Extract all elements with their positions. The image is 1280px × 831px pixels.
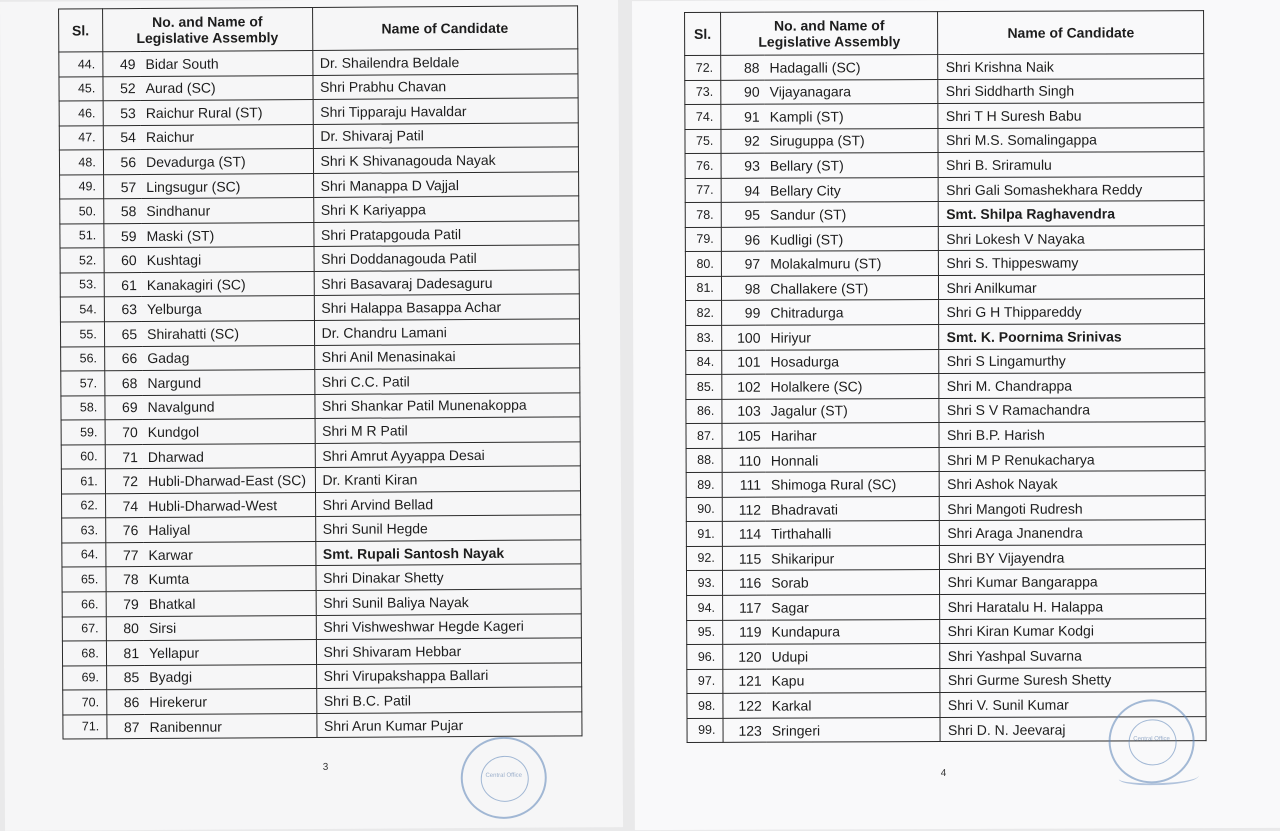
signature-stroke bbox=[1119, 769, 1199, 785]
row-assembly-name: Sandur (ST) bbox=[765, 202, 939, 227]
table-row bbox=[685, 225, 1204, 251]
table-row bbox=[686, 471, 1205, 497]
row-assembly-number: 56 bbox=[103, 150, 141, 175]
table-row bbox=[63, 687, 582, 715]
row-candidate-name: Shri Anilkumar bbox=[939, 275, 1205, 300]
table-row bbox=[60, 270, 579, 298]
candidate-table bbox=[58, 5, 582, 739]
row-sl: 88. bbox=[686, 448, 722, 473]
row-assembly-name: Sringeri bbox=[767, 717, 941, 742]
row-assembly-name: Devadurga (ST) bbox=[141, 149, 313, 175]
row-sl: 48. bbox=[59, 150, 103, 175]
row-candidate-name: Shri K Kariyappa bbox=[313, 196, 579, 222]
row-assembly-name: Shikaripur bbox=[766, 545, 940, 570]
row-assembly-name: Karwar bbox=[143, 541, 315, 567]
row-assembly-number: 57 bbox=[103, 174, 141, 199]
row-assembly-number: 63 bbox=[104, 297, 142, 322]
row-candidate-name: Shri M. Chandrappa bbox=[939, 373, 1205, 398]
row-assembly-number: 92 bbox=[721, 129, 765, 154]
row-sl: 87. bbox=[686, 424, 722, 449]
table-row bbox=[685, 201, 1204, 227]
row-candidate-name: Shri M.S. Somalingappa bbox=[938, 127, 1204, 152]
row-candidate-name: Shri D. N. Jeevaraj bbox=[940, 716, 1206, 741]
row-candidate-name: Shri Krishna Naik bbox=[938, 54, 1204, 79]
row-candidate-name: Shri Lokesh V Nayaka bbox=[939, 225, 1205, 250]
row-candidate-name: Shri Sunil Baliya Nayak bbox=[316, 589, 582, 615]
row-assembly-name: Kumta bbox=[144, 566, 316, 592]
row-sl: 82. bbox=[686, 301, 722, 326]
table-row bbox=[60, 294, 579, 322]
row-assembly-number: 119 bbox=[723, 620, 767, 645]
row-sl: 74. bbox=[685, 104, 721, 129]
row-assembly-name: Bellary (ST) bbox=[765, 153, 939, 178]
header-candidate: Name of Candidate bbox=[938, 11, 1204, 55]
row-sl: 44. bbox=[59, 52, 103, 77]
row-assembly-number: 111 bbox=[722, 472, 766, 497]
row-assembly-number: 110 bbox=[722, 448, 766, 473]
row-assembly-name: Sorab bbox=[766, 570, 940, 595]
table-row bbox=[685, 250, 1204, 276]
row-sl: 93. bbox=[686, 571, 722, 596]
row-candidate-name: Shri Doddanagouda Patil bbox=[314, 245, 580, 271]
page-number: 4 bbox=[940, 768, 947, 780]
table-row bbox=[686, 397, 1205, 423]
row-assembly-name: Shirahatti (SC) bbox=[142, 320, 314, 346]
row-assembly-number: 70 bbox=[105, 420, 143, 445]
row-sl: 92. bbox=[686, 546, 722, 571]
row-sl: 50. bbox=[60, 199, 104, 224]
row-sl: 94. bbox=[687, 595, 723, 620]
row-candidate-name: Shri M R Patil bbox=[315, 417, 581, 443]
table-row bbox=[686, 495, 1205, 521]
row-candidate-name: Shri Gali Somashekhara Reddy bbox=[939, 176, 1205, 201]
row-assembly-number: 115 bbox=[722, 546, 766, 571]
row-assembly-name: Hirekerur bbox=[144, 689, 316, 715]
row-assembly-number: 86 bbox=[107, 690, 145, 715]
row-sl: 58. bbox=[61, 395, 105, 420]
row-sl: 78. bbox=[685, 203, 721, 228]
row-assembly-name: Maski (ST) bbox=[141, 222, 313, 248]
table-row bbox=[686, 569, 1205, 595]
row-assembly-name: Bidar South bbox=[140, 50, 312, 76]
row-sl: 52. bbox=[60, 248, 104, 273]
row-assembly-number: 69 bbox=[105, 395, 143, 420]
table-row bbox=[63, 712, 582, 740]
row-assembly-number: 49 bbox=[103, 52, 141, 77]
row-candidate-name: Shri Shivaram Hebbar bbox=[316, 638, 582, 664]
row-sl: 61. bbox=[61, 469, 105, 494]
row-candidate-name: Dr. Chandru Lamani bbox=[314, 319, 580, 345]
row-sl: 46. bbox=[59, 101, 103, 126]
row-assembly-number: 52 bbox=[103, 76, 141, 101]
row-sl: 86. bbox=[686, 399, 722, 424]
row-assembly-name: Kapu bbox=[767, 668, 941, 693]
row-assembly-number: 54 bbox=[103, 125, 141, 150]
row-assembly-number: 80 bbox=[106, 616, 144, 641]
row-sl: 67. bbox=[62, 616, 106, 641]
row-assembly-number: 74 bbox=[105, 493, 143, 518]
row-assembly-name: Molakalmuru (ST) bbox=[765, 251, 939, 276]
row-assembly-name: Vijayanagara bbox=[765, 79, 939, 104]
row-sl: 64. bbox=[62, 543, 106, 568]
table-row bbox=[686, 348, 1205, 374]
table-row bbox=[60, 245, 579, 273]
table-row bbox=[685, 127, 1204, 153]
table-row bbox=[61, 368, 580, 396]
table-header-row bbox=[685, 11, 1204, 56]
row-assembly-name: Bhadravati bbox=[766, 496, 940, 521]
row-assembly-number: 68 bbox=[105, 371, 143, 396]
table-row bbox=[687, 618, 1206, 644]
row-candidate-name: Shri Pratapgouda Patil bbox=[313, 221, 579, 247]
row-sl: 85. bbox=[686, 374, 722, 399]
row-candidate-name: Shri Arun Kumar Pujar bbox=[316, 712, 582, 738]
row-sl: 91. bbox=[686, 522, 722, 547]
row-candidate-name: Shri Yashpal Suvarna bbox=[940, 643, 1206, 668]
row-candidate-name: Shri Arvind Bellad bbox=[315, 491, 581, 517]
row-assembly-number: 97 bbox=[721, 252, 765, 277]
row-assembly-number: 61 bbox=[104, 272, 142, 297]
row-sl: 69. bbox=[63, 665, 107, 690]
row-sl: 80. bbox=[685, 252, 721, 277]
row-candidate-name: Shri Haratalu H. Halappa bbox=[940, 594, 1206, 619]
header-assembly: No. and Name of Legislative Assembly bbox=[102, 7, 312, 51]
table-row bbox=[686, 422, 1205, 448]
header-sl: Sl. bbox=[685, 12, 721, 55]
table-row bbox=[62, 491, 581, 519]
row-candidate-name: Dr. Kranti Kiran bbox=[315, 466, 581, 492]
row-candidate-name: Shri T H Suresh Babu bbox=[938, 103, 1204, 128]
row-assembly-name: Honnali bbox=[766, 447, 940, 472]
row-candidate-name: Shri Ashok Nayak bbox=[940, 471, 1206, 496]
table-row bbox=[60, 319, 579, 347]
row-candidate-name: Shri Prabhu Chavan bbox=[312, 73, 578, 99]
row-assembly-number: 90 bbox=[721, 80, 765, 105]
row-assembly-number: 77 bbox=[106, 542, 144, 567]
table-row bbox=[685, 103, 1204, 129]
row-assembly-number: 114 bbox=[722, 522, 766, 547]
row-sl: 53. bbox=[60, 273, 104, 298]
row-assembly-name: Ranibennur bbox=[144, 713, 316, 739]
row-assembly-number: 120 bbox=[723, 644, 767, 669]
row-assembly-name: Bhatkal bbox=[144, 591, 316, 617]
row-assembly-number: 94 bbox=[721, 178, 765, 203]
row-assembly-name: Shimoga Rural (SC) bbox=[766, 472, 940, 497]
row-candidate-name: Shri BY Vijayendra bbox=[940, 545, 1206, 570]
row-sl: 76. bbox=[685, 154, 721, 179]
table-row bbox=[62, 613, 581, 641]
row-assembly-name: Yellapur bbox=[144, 640, 316, 666]
row-candidate-name: Shri Manappa D Vajjal bbox=[313, 172, 579, 198]
row-sl: 81. bbox=[685, 276, 721, 301]
document-page-left bbox=[0, 0, 623, 831]
row-sl: 49. bbox=[60, 174, 104, 199]
row-candidate-name: Smt. Shilpa Raghavendra bbox=[939, 201, 1205, 226]
row-sl: 73. bbox=[685, 80, 721, 105]
table-row bbox=[61, 343, 580, 371]
row-candidate-name: Shri B.P. Harish bbox=[939, 422, 1205, 447]
row-assembly-number: 66 bbox=[104, 346, 142, 371]
row-assembly-number: 59 bbox=[104, 223, 142, 248]
row-candidate-name: Dr. Shailendra Beldale bbox=[312, 49, 578, 75]
table-row bbox=[61, 466, 580, 494]
row-sl: 45. bbox=[59, 76, 103, 101]
table-row bbox=[685, 78, 1204, 104]
row-assembly-number: 65 bbox=[104, 322, 142, 347]
row-assembly-name: Kampli (ST) bbox=[765, 104, 939, 129]
table-row bbox=[62, 540, 581, 568]
table-row bbox=[686, 446, 1205, 472]
row-candidate-name: Shri Gurme Suresh Shetty bbox=[940, 667, 1206, 692]
row-candidate-name: Shri Vishweshwar Hegde Kageri bbox=[316, 613, 582, 639]
row-assembly-number: 76 bbox=[105, 518, 143, 543]
row-candidate-name: Shri S. Thippeswamy bbox=[939, 250, 1205, 275]
row-assembly-name: Kanakagiri (SC) bbox=[142, 271, 314, 297]
row-assembly-name: Tirthahalli bbox=[766, 521, 940, 546]
row-sl: 68. bbox=[62, 641, 106, 666]
row-assembly-number: 112 bbox=[722, 497, 766, 522]
table-row bbox=[59, 73, 578, 101]
row-sl: 84. bbox=[686, 350, 722, 375]
row-sl: 57. bbox=[61, 371, 105, 396]
row-candidate-name: Shri Anil Menasinakai bbox=[314, 343, 580, 369]
table-row bbox=[686, 520, 1205, 546]
row-assembly-name: Dharwad bbox=[143, 443, 315, 469]
row-sl: 77. bbox=[685, 178, 721, 203]
row-candidate-name: Shri Virupakshappa Ballari bbox=[316, 663, 582, 689]
table-body bbox=[59, 49, 582, 739]
row-assembly-name: Gadag bbox=[142, 345, 314, 371]
table-row bbox=[686, 324, 1205, 350]
row-assembly-number: 117 bbox=[722, 595, 766, 620]
row-sl: 79. bbox=[685, 227, 721, 252]
row-assembly-number: 103 bbox=[722, 399, 766, 424]
row-assembly-name: Chitradurga bbox=[765, 300, 939, 325]
row-assembly-name: Bellary City bbox=[765, 177, 939, 202]
row-assembly-name: Udupi bbox=[767, 644, 941, 669]
header-candidate: Name of Candidate bbox=[312, 6, 578, 51]
row-assembly-name: Yelburga bbox=[142, 296, 314, 322]
candidate-table bbox=[684, 10, 1207, 743]
row-assembly-number: 88 bbox=[721, 55, 765, 80]
row-assembly-name: Hubli-Dharwad-West bbox=[143, 492, 315, 518]
row-candidate-name: Shri Halappa Basappa Achar bbox=[314, 294, 580, 320]
row-assembly-number: 93 bbox=[721, 153, 765, 178]
row-candidate-name: Shri G H Thippareddy bbox=[939, 299, 1205, 324]
row-assembly-number: 98 bbox=[721, 276, 765, 301]
row-sl: 56. bbox=[61, 346, 105, 371]
row-candidate-name: Shri Basavaraj Dadesaguru bbox=[314, 270, 580, 296]
row-assembly-name: Aurad (SC) bbox=[141, 75, 313, 101]
row-assembly-number: 87 bbox=[107, 714, 145, 739]
table-header-row bbox=[59, 6, 578, 52]
row-sl: 83. bbox=[686, 325, 722, 350]
row-sl: 72. bbox=[685, 55, 721, 80]
table-row bbox=[685, 275, 1204, 301]
row-assembly-name: Sindhanur bbox=[141, 198, 313, 224]
row-assembly-number: 102 bbox=[722, 374, 766, 399]
row-candidate-name: Shri Kiran Kumar Kodgi bbox=[940, 618, 1206, 643]
table-row bbox=[59, 147, 578, 175]
header-assembly: No. and Name of Legislative Assembly bbox=[720, 12, 938, 56]
row-assembly-number: 78 bbox=[106, 567, 144, 592]
table-row bbox=[62, 515, 581, 543]
row-candidate-name: Shri Siddharth Singh bbox=[938, 78, 1204, 103]
row-sl: 51. bbox=[60, 224, 104, 249]
table-row bbox=[62, 589, 581, 617]
row-assembly-number: 105 bbox=[722, 423, 766, 448]
row-candidate-name: Shri Mangoti Rudresh bbox=[940, 495, 1206, 520]
table-row bbox=[685, 152, 1204, 178]
row-assembly-number: 85 bbox=[106, 665, 144, 690]
table-row bbox=[686, 373, 1205, 399]
row-candidate-name: Shri V. Sunil Kumar bbox=[940, 692, 1206, 717]
row-candidate-name: Smt. K. Poornima Srinivas bbox=[939, 324, 1205, 349]
row-assembly-name: Hadagalli (SC) bbox=[764, 55, 938, 80]
row-candidate-name: Shri S Lingamurthy bbox=[939, 348, 1205, 373]
row-sl: 54. bbox=[60, 297, 104, 322]
row-candidate-name: Shri C.C. Patil bbox=[314, 368, 580, 394]
row-assembly-number: 71 bbox=[105, 444, 143, 469]
row-assembly-number: 53 bbox=[103, 101, 141, 126]
row-sl: 71. bbox=[63, 715, 107, 740]
seal-label: Central Office bbox=[485, 773, 523, 780]
header-sl: Sl. bbox=[59, 9, 103, 52]
row-assembly-number: 99 bbox=[721, 301, 765, 326]
row-assembly-number: 96 bbox=[721, 227, 765, 252]
row-assembly-number: 95 bbox=[721, 202, 765, 227]
row-assembly-number: 60 bbox=[104, 248, 142, 273]
row-sl: 97. bbox=[687, 669, 723, 694]
row-candidate-name: Shri Shankar Patil Munenakoppa bbox=[314, 393, 580, 419]
row-sl: 66. bbox=[62, 592, 106, 617]
row-sl: 90. bbox=[686, 497, 722, 522]
row-assembly-number: 81 bbox=[106, 641, 144, 666]
row-assembly-name: Navalgund bbox=[143, 394, 315, 420]
table-row bbox=[687, 594, 1206, 620]
row-sl: 95. bbox=[687, 620, 723, 645]
row-assembly-number: 101 bbox=[722, 350, 766, 375]
row-assembly-number: 122 bbox=[723, 693, 767, 718]
row-assembly-number: 100 bbox=[722, 325, 766, 350]
document-page-right bbox=[632, 0, 1280, 830]
row-candidate-name: Shri M P Renukacharya bbox=[939, 446, 1205, 471]
row-sl: 62. bbox=[62, 494, 106, 519]
row-assembly-name: Hubli-Dharwad-East (SC) bbox=[143, 468, 315, 494]
row-assembly-number: 121 bbox=[723, 669, 767, 694]
seal-label: Central Office bbox=[1133, 736, 1170, 743]
seal-stamp bbox=[461, 737, 547, 820]
table-row bbox=[63, 663, 582, 691]
page-number: 3 bbox=[322, 761, 329, 773]
table-row bbox=[62, 638, 581, 666]
row-assembly-name: Nargund bbox=[142, 370, 314, 396]
row-assembly-name: Sirsi bbox=[144, 615, 316, 641]
table-row bbox=[59, 98, 578, 126]
row-candidate-name: Shri Dinakar Shetty bbox=[315, 564, 581, 590]
row-assembly-name: Kundgol bbox=[143, 419, 315, 445]
row-sl: 89. bbox=[686, 473, 722, 498]
row-assembly-number: 58 bbox=[104, 199, 142, 224]
table-row bbox=[687, 643, 1206, 669]
row-sl: 60. bbox=[61, 445, 105, 470]
row-sl: 75. bbox=[685, 129, 721, 154]
row-sl: 63. bbox=[62, 518, 106, 543]
table-row bbox=[61, 417, 580, 445]
row-candidate-name: Smt. Rupali Santosh Nayak bbox=[315, 540, 581, 566]
table-body bbox=[685, 54, 1206, 743]
row-assembly-number: 72 bbox=[105, 469, 143, 494]
row-sl: 47. bbox=[59, 125, 103, 150]
row-assembly-name: Kundapura bbox=[766, 619, 940, 644]
row-candidate-name: Shri Kumar Bangarappa bbox=[940, 569, 1206, 594]
row-candidate-name: Dr. Shivaraj Patil bbox=[313, 122, 579, 148]
row-candidate-name: Shri K Shivanagouda Nayak bbox=[313, 147, 579, 173]
table-row bbox=[61, 393, 580, 421]
table-row bbox=[59, 122, 578, 150]
table-row bbox=[61, 442, 580, 470]
row-candidate-name: Shri Araga Jnanendra bbox=[940, 520, 1206, 545]
row-candidate-name: Shri Tipparaju Havaldar bbox=[313, 98, 579, 124]
row-assembly-name: Kushtagi bbox=[142, 247, 314, 273]
row-assembly-number: 116 bbox=[722, 571, 766, 596]
row-sl: 59. bbox=[61, 420, 105, 445]
row-assembly-name: Hiriyur bbox=[765, 325, 939, 350]
row-candidate-name: Shri Sunil Hegde bbox=[315, 515, 581, 541]
row-assembly-name: Jagalur (ST) bbox=[766, 398, 940, 423]
table-row bbox=[685, 54, 1204, 80]
table-row bbox=[686, 545, 1205, 571]
row-assembly-name: Siruguppa (ST) bbox=[765, 128, 939, 153]
row-assembly-name: Haliyal bbox=[143, 517, 315, 543]
row-sl: 65. bbox=[62, 567, 106, 592]
row-assembly-name: Byadgi bbox=[144, 664, 316, 690]
table-row bbox=[687, 667, 1206, 693]
row-assembly-number: 123 bbox=[723, 718, 767, 743]
row-assembly-name: Hosadurga bbox=[766, 349, 940, 374]
row-candidate-name: Shri B.C. Patil bbox=[316, 687, 582, 713]
table-row bbox=[685, 176, 1204, 202]
row-assembly-name: Harihar bbox=[766, 423, 940, 448]
row-assembly-number: 79 bbox=[106, 592, 144, 617]
table-row bbox=[60, 196, 579, 224]
row-assembly-name: Raichur Rural (ST) bbox=[141, 100, 313, 126]
row-sl: 98. bbox=[687, 694, 723, 719]
row-candidate-name: Shri S V Ramachandra bbox=[939, 397, 1205, 422]
row-assembly-name: Lingsugur (SC) bbox=[141, 173, 313, 199]
row-candidate-name: Shri B. Sriramulu bbox=[938, 152, 1204, 177]
row-candidate-name: Shri Amrut Ayyappa Desai bbox=[315, 442, 581, 468]
row-sl: 55. bbox=[60, 322, 104, 347]
row-sl: 96. bbox=[687, 644, 723, 669]
row-assembly-number: 91 bbox=[721, 104, 765, 129]
row-assembly-name: Holalkere (SC) bbox=[766, 374, 940, 399]
row-assembly-name: Karkal bbox=[767, 693, 941, 718]
row-assembly-name: Kudligi (ST) bbox=[765, 226, 939, 251]
table-row bbox=[59, 49, 578, 77]
row-assembly-name: Raichur bbox=[141, 124, 313, 150]
row-sl: 70. bbox=[63, 690, 107, 715]
table-row bbox=[60, 221, 579, 249]
table-row bbox=[62, 564, 581, 592]
row-sl: 99. bbox=[687, 718, 723, 743]
row-assembly-name: Challakere (ST) bbox=[765, 275, 939, 300]
table-row bbox=[60, 172, 579, 200]
row-assembly-name: Sagar bbox=[766, 595, 940, 620]
table-row bbox=[686, 299, 1205, 325]
